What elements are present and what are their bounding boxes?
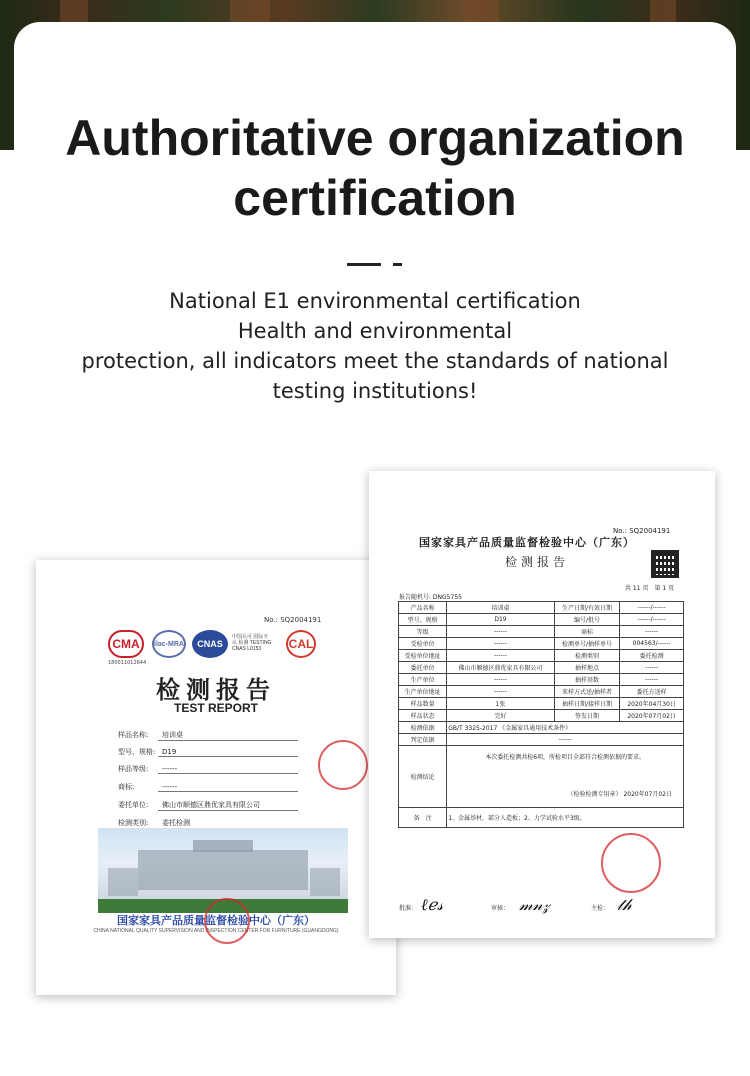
table-row: 备 注 1、金属基材，部分人造板；2、力学试验水平3级。 <box>399 808 684 828</box>
table-row: 生产单位 ------ 抽样基数 ------ <box>399 674 684 686</box>
subtitle-line: protection, all indicators meet the standards of national <box>81 349 669 373</box>
red-seal-icon <box>601 833 661 893</box>
reviewer-label: 审核： <box>491 905 510 912</box>
logo-code: 180011012644 <box>108 660 147 666</box>
qr-code-icon <box>651 550 679 578</box>
subtitle-line: National E1 environmental certification <box>169 289 581 313</box>
center-heading: 国家家具产品质量监督检验中心（广东） <box>419 536 635 549</box>
table-row: 产品名称 培训桌 生产日期/有效日期 ------/------ <box>399 602 684 614</box>
reviewer-signature: 𝓂𝓃𝓏 <box>519 895 550 914</box>
report-number: No.: SQ2004191 <box>264 616 322 624</box>
chief-label: 主检： <box>591 905 610 912</box>
red-seal-icon <box>318 740 368 790</box>
report-number: No.: SQ2004191 <box>613 527 671 535</box>
center-name-cn: 国家家具产品质量监督检验中心（广东） <box>117 914 315 927</box>
table-row: 型号、规格 D19 编号/批号 ------/------ <box>399 614 684 626</box>
table-row: 检测依据 GB/T 3325-2017 《金属家具通用技术条件》 <box>399 722 684 734</box>
cnas-caption: 中国认可 国际互认 检测 TESTING CNAS L0153 <box>232 634 272 652</box>
cnas-logo-icon: CNAS <box>192 630 228 658</box>
title-line-1: Authoritative organization <box>65 110 685 166</box>
table-row: 检测结论 本次委托检测共检6项，所检项目全部符合检测依据的要求。 （检验检测专用章） 2020年07月02日 <box>399 746 684 808</box>
divider-short <box>393 263 402 266</box>
report-title-en: TEST REPORT <box>173 701 258 715</box>
info-row: 样品等级: ------ <box>118 764 298 774</box>
cal-logo-icon: CAL <box>286 630 316 658</box>
red-seal-icon <box>204 898 250 944</box>
table-row: 受检单位 ------ 检测单号/抽样单号 004563/------ <box>399 638 684 650</box>
info-row: 型号、规格: D19 <box>118 747 298 757</box>
accreditation-logos <box>108 630 358 664</box>
info-row: 委托单位: 佛山市顺德区鼎优家具有限公司 <box>118 800 298 811</box>
test-report-page <box>369 471 715 938</box>
table-row: 样品状态 完好 签发日期 2020年07月02日 <box>399 710 684 722</box>
info-row: 样品名称: 培训桌 <box>118 730 298 741</box>
title-line-2: certification <box>233 170 517 226</box>
approver-signature: ℓℯ𝓈 <box>421 895 444 914</box>
info-row: 商标: ------ <box>118 782 298 792</box>
table-row: 判定依据 ------ <box>399 734 684 746</box>
subtitle-line: Health and environmental <box>237 319 513 343</box>
page-indicator: 共 11 页 第 1 页 <box>625 585 675 592</box>
divider-long <box>347 263 381 266</box>
info-row: 检测类别: 委托检测 <box>118 818 298 829</box>
ilac-logo-icon: ilac-MRA <box>152 630 186 658</box>
center-name-en: CHINA NATIONAL QUALITY SUPERVISION AND INSPECTION CENTER FOR FURNITURE (GUANGDONG) <box>93 928 339 934</box>
report-table <box>398 601 684 828</box>
random-report-number: 报告随机号: DNG5755 <box>399 594 462 601</box>
report-title-cn: 检测报告 <box>156 675 276 704</box>
table-row: 委托单位 佛山市顺德区鼎优家具有限公司 抽样地点 ------ <box>399 662 684 674</box>
approver-label: 批准： <box>399 905 418 912</box>
subtitle <box>0 286 750 406</box>
subtitle-line: testing institutions! <box>272 379 478 403</box>
report-subheading: 检测报告 <box>505 555 570 569</box>
page-title <box>0 108 750 228</box>
cma-logo-icon: CMA <box>108 630 144 658</box>
table-row: 生产单位地址 ------ 来样方式送/抽样者 委托方送样 <box>399 686 684 698</box>
test-report-cover <box>36 560 396 995</box>
table-row: 受检单位地址 ------ 检测类别 委托检测 <box>399 650 684 662</box>
chief-signature: 𝓉𝒽 <box>617 895 632 914</box>
table-row: 等级 ------ 商标 ------ <box>399 626 684 638</box>
table-row: 样品数量 1张 抽样日期/接样日期 2020年04月30日 <box>399 698 684 710</box>
